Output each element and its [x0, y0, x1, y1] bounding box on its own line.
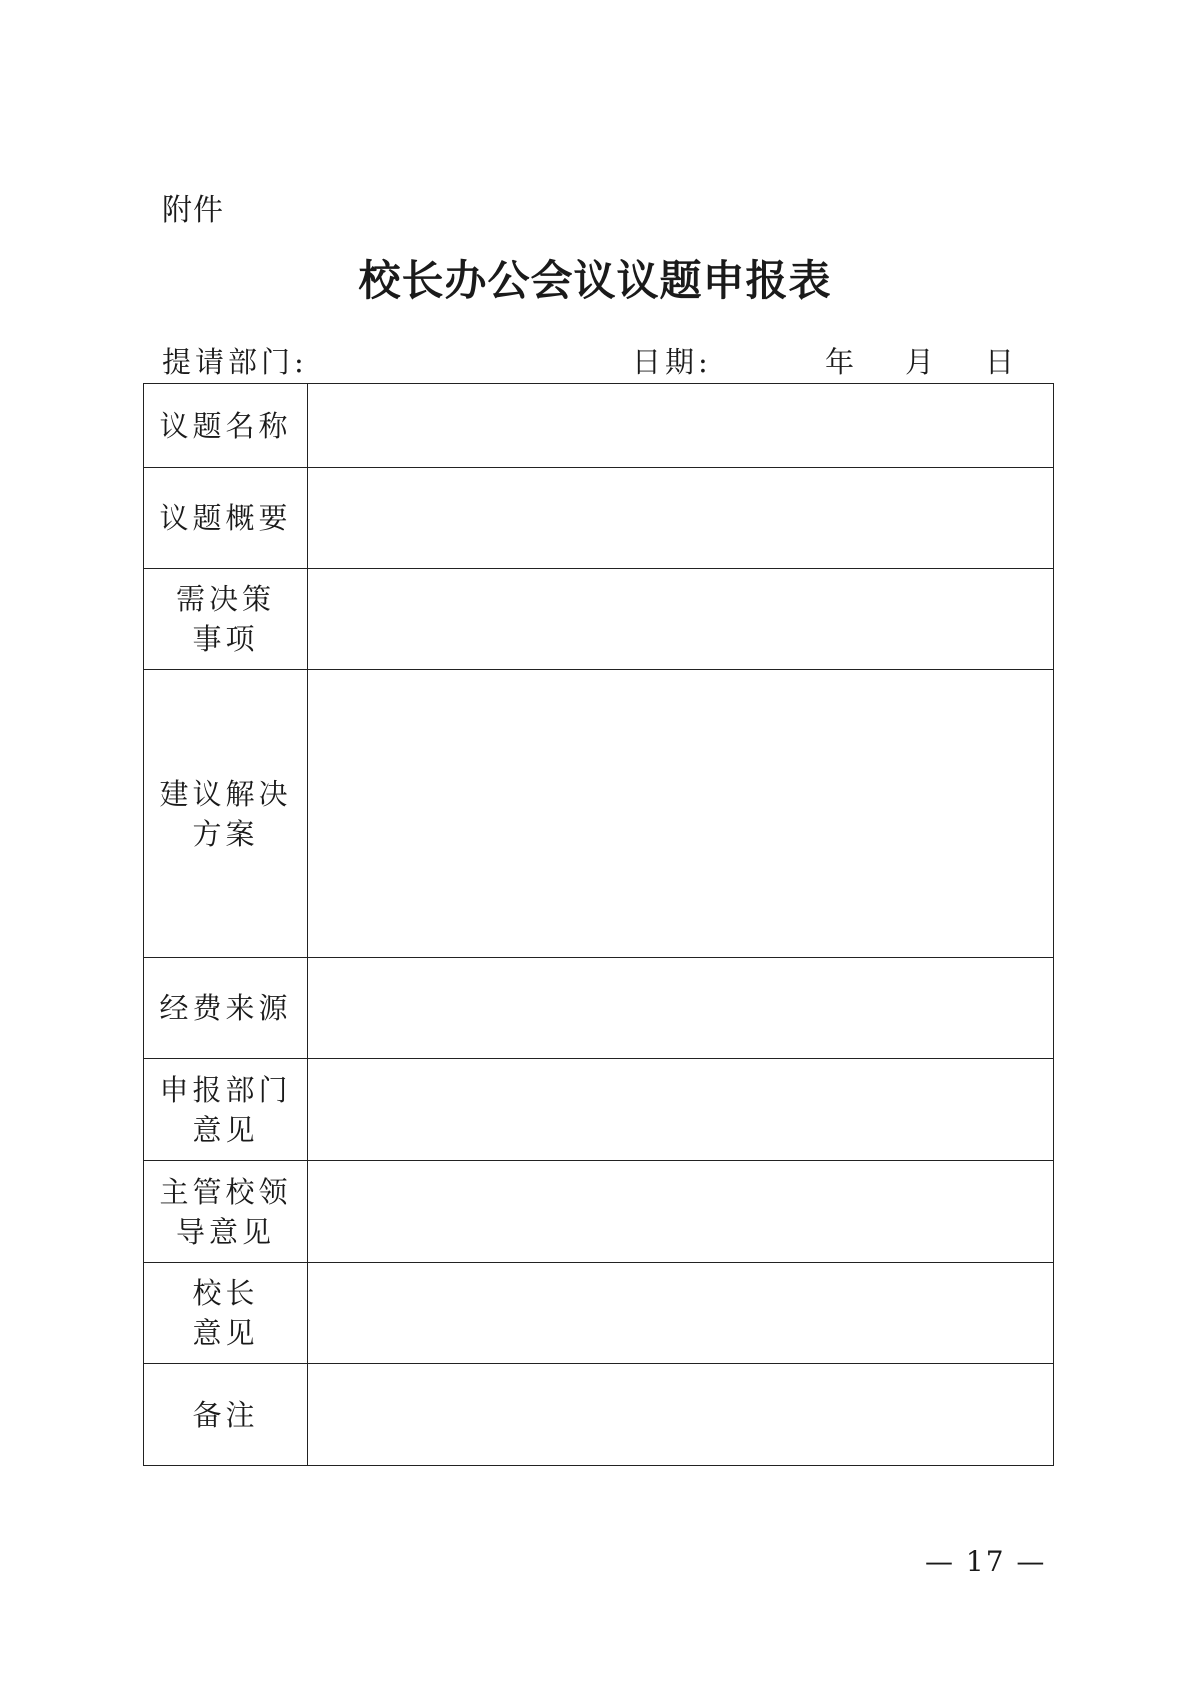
label-line: 建议解决: [159, 776, 292, 811]
table-row: [144, 958, 1054, 1059]
attachment-label: 附件: [162, 193, 224, 228]
label-line: 意见: [192, 1112, 259, 1147]
row-label-proposed-solution: [144, 670, 308, 958]
page-title: 校长办公会议议题申报表: [358, 256, 832, 305]
row-label-remarks: [144, 1364, 308, 1466]
label-line: 申报部门: [159, 1072, 292, 1107]
decision-items-field[interactable]: [308, 569, 1054, 670]
row-label-topic-summary: [144, 468, 308, 569]
row-label-funding-source: [144, 958, 308, 1059]
president-opinion-field[interactable]: [308, 1263, 1054, 1364]
row-label-dept-opinion: [144, 1059, 308, 1161]
label-line: 方案: [192, 816, 259, 851]
supervisor-opinion-field[interactable]: [308, 1161, 1054, 1263]
month-label: 月: [905, 345, 939, 379]
row-label-topic-name: [144, 384, 308, 468]
label-line: 议题名称: [159, 408, 292, 443]
label-line: 导意见: [175, 1214, 275, 1249]
label-line: 事项: [192, 622, 259, 656]
table-row: [144, 569, 1054, 670]
year-label: 年: [825, 345, 859, 379]
table-row: [144, 384, 1054, 468]
table-row: [144, 1263, 1054, 1364]
table-row: [144, 468, 1054, 569]
remarks-field[interactable]: [308, 1364, 1054, 1466]
label-line: 主管校领: [159, 1174, 292, 1209]
submitting-dept-label: 提请部门:: [162, 345, 308, 379]
application-form-table: [143, 383, 1054, 1466]
label-line: 议题概要: [159, 501, 292, 535]
table-row: [144, 1059, 1054, 1161]
label-line: 经费来源: [159, 991, 292, 1025]
funding-source-field[interactable]: [308, 958, 1054, 1059]
label-line: 需决策: [175, 582, 275, 616]
date-label: 日期:: [632, 345, 712, 379]
row-label-supervisor-opinion: [144, 1161, 308, 1263]
topic-summary-field[interactable]: [308, 468, 1054, 569]
table-row: [144, 670, 1054, 958]
table-row: [144, 1161, 1054, 1263]
page-number: — 17 —: [925, 1545, 1047, 1578]
row-label-decision-items: [144, 569, 308, 670]
row-label-president-opinion: [144, 1263, 308, 1364]
table-row: [144, 1364, 1054, 1466]
proposed-solution-field[interactable]: [308, 670, 1054, 958]
topic-name-field[interactable]: [308, 384, 1054, 468]
label-line: 校长: [192, 1276, 259, 1310]
day-label: 日: [985, 345, 1019, 379]
dept-opinion-field[interactable]: [308, 1059, 1054, 1161]
label-line: 意见: [192, 1316, 259, 1350]
label-line: 备注: [192, 1397, 259, 1432]
